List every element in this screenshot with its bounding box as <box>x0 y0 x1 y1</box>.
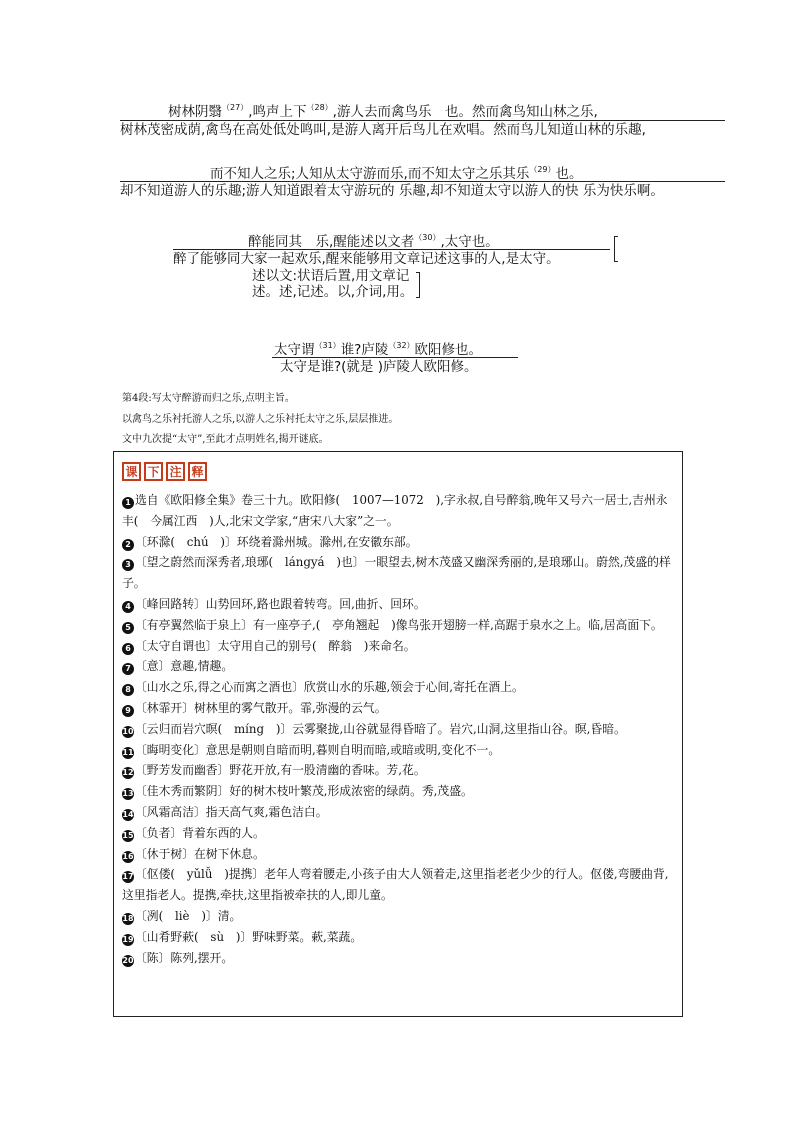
footnote-ref: （32） <box>388 341 415 350</box>
note-text: 〔山水之乐,得之心而寓之酒也〕欣赏山水的乐趣,领会于心间,寄托在酒上。 <box>135 680 524 695</box>
note-item <box>122 948 674 969</box>
footnote-ref: （30） <box>414 233 441 242</box>
note-item <box>122 656 674 677</box>
passage-text: ,游人去而禽鸟乐 也。然而禽鸟知山林之乐, <box>332 104 598 120</box>
note-item <box>122 760 674 781</box>
footnote-ref: （27） <box>222 103 249 112</box>
note-text: 〔云归而岩穴暝( míng )〕云雾聚拢,山谷就显得昏暗了。岩穴,山洞,这里指山谷。暝,昏暗。 <box>135 721 626 736</box>
passage-line-2 <box>210 162 583 182</box>
translation-line-3: 醉了能够同大家一起欢乐,醒来能够用文章记述这事的人,是太守。 <box>173 251 560 267</box>
note-item <box>122 594 674 615</box>
note-number-badge: 20 <box>122 955 134 965</box>
note-number-badge: 19 <box>122 934 134 944</box>
note-number-badge: 1 <box>122 497 134 509</box>
note-number-badge: 17 <box>122 872 134 882</box>
note-item <box>122 927 674 948</box>
note-item <box>122 906 674 927</box>
note-item <box>122 677 674 698</box>
note-number-badge: 3 <box>122 559 134 571</box>
note-number-badge: 16 <box>122 851 134 861</box>
note-number-badge: 5 <box>122 622 134 634</box>
passage-text: 醉能同其 乐,醒能述以文者 <box>248 234 415 250</box>
note-number-badge: 9 <box>122 705 134 717</box>
passage-text: ,鸣声上下 <box>248 104 307 120</box>
note-item <box>122 636 674 657</box>
passage-text: 而不知人之乐;人知从太守游而乐,而不知太守之乐其乐 <box>210 166 530 182</box>
note-number-badge: 18 <box>122 913 134 923</box>
note-item <box>122 698 674 719</box>
notes-list <box>122 490 674 968</box>
footnote-ref: （31） <box>314 341 341 350</box>
divider-line <box>272 357 518 358</box>
heading-tag: 课 <box>122 462 141 481</box>
footnote-ref: （29） <box>529 165 556 174</box>
note-text: 〔峰回路转〕山势回环,路也跟着转弯。回,曲折、回环。 <box>135 596 426 611</box>
side-note-line-1: 述以文:状语后置,用文章记 <box>252 268 410 284</box>
note-text: 选自《欧阳修全集》卷三十九。欧阳修( 1007—1072 ),字永叔,自号醉翁,晚年又号六一居士,吉州永丰( 今属江西 )人,北宋文学家,“唐宋八大家”之一。 <box>122 493 668 528</box>
note-number-badge: 13 <box>122 789 134 799</box>
side-note-bracket <box>614 236 618 262</box>
note-text: 〔野芳发而幽香〕野花开放,有一股清幽的香味。芳,花。 <box>135 763 426 778</box>
side-note-bracket <box>416 272 420 298</box>
translation-line-1: 树林茂密成荫,禽鸟在高处低处鸣叫,是游人离开后鸟儿在欢唱。然而鸟儿知道山林的乐趣, <box>120 122 646 138</box>
note-text: 〔环滁( chú )〕环绕着滁州城。滁州,在安徽东部。 <box>135 534 418 549</box>
passage-line-3 <box>248 230 499 250</box>
note-item <box>122 844 674 865</box>
note-text: 〔伛偻( yǔlǚ )提携〕老年人弯着腰走,小孩子由大人领着走,这里指老老少少的行人。伛偻,弯腰曲背,这里指老人。提携,牵扶,这里指被牵扶的人,即儿童。 <box>122 867 669 903</box>
note-item <box>122 719 674 740</box>
note-text: 〔佳木秀而繁阴〕好的树木枝叶繁茂,形成浓密的绿荫。秀,茂盛。 <box>135 784 473 799</box>
passage-text: 树林阴翳 <box>168 104 222 120</box>
note-text: 〔晦明变化〕意思是朝则自暗而明,暮则自明而暗,或暗或明,变化不一。 <box>135 742 501 757</box>
translation-line-4: 太守是谁?(就是 )庐陵人欧阳修。 <box>280 359 478 375</box>
translation-line-2: 却不知道游人的乐趣;游人知道跟着太守游玩的 乐趣,却不知道太守以游人的快 乐为快乐啊。 <box>120 183 664 199</box>
divider-line <box>120 120 725 121</box>
footnote-ref: （28） <box>306 103 333 112</box>
note-number-badge: 12 <box>122 768 134 778</box>
summary-line: 以禽鸟之乐衬托游人之乐,以游人之乐衬托太守之乐,层层推进。 <box>122 414 399 425</box>
note-item <box>122 781 674 802</box>
note-item <box>122 802 674 823</box>
note-text: 〔负者〕背着东西的人。 <box>135 825 265 840</box>
heading-tag: 释 <box>188 462 207 481</box>
passage-text: 太守谓 <box>274 342 315 358</box>
note-number-badge: 15 <box>122 830 134 840</box>
note-item <box>122 823 674 844</box>
note-item <box>122 740 674 761</box>
note-number-badge: 14 <box>122 809 134 819</box>
passage-line-1 <box>168 100 598 120</box>
note-text: 〔休于树〕在树下休息。 <box>135 846 265 861</box>
note-number-badge: 4 <box>122 601 134 613</box>
note-item <box>122 490 674 532</box>
note-text: 〔风霜高洁〕指天高气爽,霜色洁白。 <box>135 804 328 819</box>
passage-text: ,太守也。 <box>440 234 499 250</box>
passage-text: 谁?庐陵 <box>340 342 389 358</box>
note-item <box>122 615 674 636</box>
note-text: 〔陈〕陈列,摆开。 <box>135 950 234 965</box>
side-note-line-2: 述。述,记述。以,介词,用。 <box>252 284 414 300</box>
note-number-badge: 11 <box>122 747 134 757</box>
passage-text: 欧阳修也。 <box>414 342 483 358</box>
passage-text: 也。 <box>555 166 583 182</box>
note-item <box>122 864 674 906</box>
divider-line <box>173 249 610 250</box>
note-number-badge: 8 <box>122 684 134 696</box>
note-item <box>122 532 674 553</box>
note-text: 〔意〕意趣,情趣。 <box>135 659 234 674</box>
divider-line <box>120 181 725 182</box>
note-number-badge: 2 <box>122 539 134 551</box>
heading-tag: 下 <box>144 462 163 481</box>
notes-box <box>113 451 683 1017</box>
heading-tag: 注 <box>166 462 185 481</box>
summary-line: 文中九次提“太守”,至此才点明姓名,揭开谜底。 <box>122 434 329 445</box>
notes-heading <box>122 462 207 481</box>
note-text: 〔太守自谓也〕太守用自己的别号( 醉翁 )来命名。 <box>135 638 416 653</box>
note-text: 〔林霏开〕树林里的雾气散开。霏,弥漫的云气。 <box>135 700 387 715</box>
note-number-badge: 6 <box>122 643 134 655</box>
note-text: 〔山肴野蔌( sù )〕野味野菜。蔌,菜蔬。 <box>135 929 363 944</box>
summary-line: 第4段:写太守醉游而归之乐,点明主旨。 <box>122 393 295 404</box>
note-number-badge: 7 <box>122 663 134 675</box>
passage-line-4 <box>274 338 482 358</box>
note-number-badge: 10 <box>122 726 134 736</box>
note-text: 〔望之蔚然而深秀者,琅琊( lángyá )也〕一眼望去,树木茂盛又幽深秀丽的,是琅琊山。蔚然,茂盛的样子。 <box>122 555 671 591</box>
note-text: 〔冽( liè )〕清。 <box>135 908 242 923</box>
note-text: 〔有亭翼然临于泉上〕有一座亭子,( 亭角翘起 )像鸟张开翅膀一样,高踞于泉水之上。临,居高面下。 <box>135 617 663 632</box>
note-item <box>122 552 674 594</box>
